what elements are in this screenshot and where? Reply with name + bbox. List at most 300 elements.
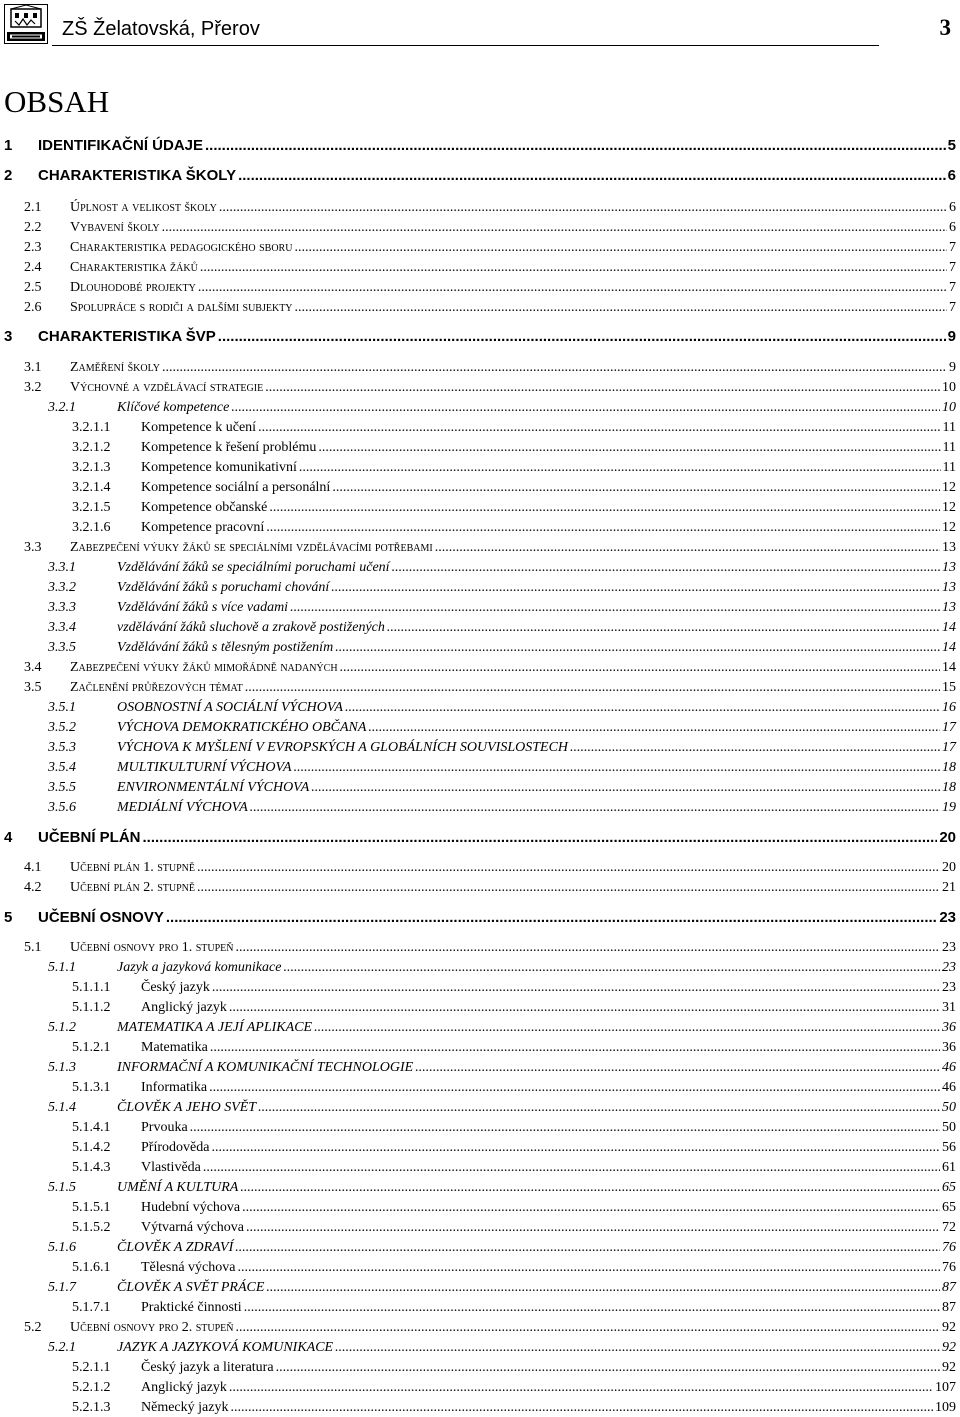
toc-dot-leader (198, 279, 947, 297)
toc-entry-page: 10 (942, 400, 956, 415)
toc-entry[interactable] (72, 1379, 956, 1397)
toc-dot-leader (311, 779, 940, 797)
toc-entry-number: 5.2.1.1 (72, 1360, 111, 1375)
toc-entry-title: Kompetence sociální a personální (141, 480, 331, 495)
toc-entry-page: 14 (942, 620, 956, 635)
toc-entry-page: 36 (942, 1040, 956, 1055)
school-logo-icon (4, 4, 48, 44)
toc-entry-page: 46 (942, 1080, 956, 1095)
toc-entry-page: 76 (942, 1260, 956, 1275)
toc-entry[interactable] (48, 1279, 956, 1297)
toc-entry-page: 5 (947, 137, 956, 154)
toc-entry-title: Charakteristika žáků (70, 260, 198, 275)
toc-entry-title: Vzdělávání žáků s poruchami chování (117, 580, 330, 595)
toc-entry-title: CHARAKTERISTIKA ŠKOLY (38, 167, 237, 184)
toc-entry-title: Český jazyk (141, 980, 210, 995)
toc-entry-number: 3.5 (24, 680, 42, 695)
toc-dot-leader (242, 1199, 940, 1217)
toc-dot-leader (205, 137, 946, 155)
toc-entry[interactable] (24, 219, 956, 237)
toc-entry-title: Klíčové kompetence (117, 400, 230, 415)
toc-dot-leader (229, 1379, 933, 1397)
toc-entry[interactable] (24, 299, 956, 317)
toc-dot-leader (345, 699, 940, 717)
toc-entry-number: 3.5.5 (48, 780, 76, 795)
toc-dot-leader (212, 979, 940, 997)
toc-entry-title: Spolupráce s rodiči a dalšími subjekty (70, 300, 293, 315)
toc-dot-leader (314, 1019, 940, 1037)
toc-entry[interactable] (48, 579, 956, 597)
toc-entry-number: 5.1.5.1 (72, 1200, 111, 1215)
toc-entry-number: 5.1.5 (48, 1180, 76, 1195)
toc-entry[interactable] (4, 328, 956, 346)
toc-entry-title: Učební osnovy pro 1. stupeň (70, 940, 234, 955)
toc-entry-number: 4.1 (24, 860, 42, 875)
toc-entry-title: Prvouka (141, 1120, 188, 1135)
toc-entry-page: 50 (942, 1120, 956, 1135)
toc-entry-number: 3.3.2 (48, 580, 76, 595)
toc-entry[interactable] (72, 1079, 956, 1097)
toc-dot-leader (162, 359, 947, 377)
page-number: 3 (939, 15, 951, 40)
toc-entry-title: Jazyk a jazyková komunikace (117, 960, 282, 975)
toc-entry-number: 3.3.4 (48, 620, 76, 635)
toc-entry[interactable] (48, 759, 956, 777)
toc-entry-page: 20 (942, 860, 956, 875)
toc-entry[interactable] (24, 379, 956, 397)
toc-entry-number: 5.1.6.1 (72, 1260, 111, 1275)
toc-entry[interactable] (24, 239, 956, 257)
toc-dot-leader (244, 1299, 940, 1317)
toc-entry-page: 23 (942, 980, 956, 995)
toc-dot-leader (269, 499, 940, 517)
toc-entry[interactable] (48, 699, 956, 717)
toc-entry-page: 11 (942, 460, 956, 475)
toc-entry[interactable] (72, 439, 956, 457)
toc-dot-leader (162, 219, 947, 237)
toc-entry-number: 2.4 (24, 260, 42, 275)
toc-entry[interactable] (48, 799, 956, 817)
toc-entry[interactable] (4, 137, 956, 155)
toc-entry[interactable] (24, 359, 956, 377)
toc-entry[interactable] (24, 539, 956, 557)
toc-entry-title: Učební osnovy pro 2. stupeň (70, 1320, 234, 1335)
toc-entry-number: 5.2.1 (48, 1340, 76, 1355)
toc-entry[interactable] (72, 1399, 956, 1417)
toc-entry-title: ENVIRONMENTÁLNÍ VÝCHOVA (117, 780, 310, 795)
toc-entry-page: 16 (942, 700, 956, 715)
toc-entry-number: 3.3.5 (48, 640, 76, 655)
toc-entry-title: Charakteristika pedagogického sboru (70, 240, 293, 255)
toc-entry[interactable] (24, 859, 956, 877)
toc-entry-page: 92 (942, 1340, 956, 1355)
toc-dot-leader (211, 1139, 940, 1157)
toc-entry-number: 3.2.1.3 (72, 460, 111, 475)
toc-entry-page: 56 (942, 1140, 956, 1155)
toc-entry[interactable] (24, 879, 956, 897)
toc-dot-leader (236, 939, 940, 957)
toc-entry-page: 65 (942, 1180, 956, 1195)
toc-entry-title: ČLOVĚK A JEHO SVĚT (117, 1100, 257, 1115)
page-title: OBSAH (4, 84, 110, 119)
toc-dot-leader (237, 1259, 940, 1277)
toc-entry-title: Anglický jazyk (141, 1380, 227, 1395)
toc-entry-page: 92 (942, 1320, 956, 1335)
toc-entry-page: 11 (942, 420, 956, 435)
toc-entry-page: 61 (942, 1160, 956, 1175)
toc-entry[interactable] (48, 399, 956, 417)
toc-entry-title: Vlastivěda (141, 1160, 201, 1175)
toc-dot-leader (266, 519, 940, 537)
toc-entry[interactable] (4, 167, 956, 185)
toc-entry-number: 3.1 (24, 360, 42, 375)
toc-entry[interactable] (24, 1319, 956, 1337)
toc-dot-leader (209, 1079, 940, 1097)
toc-entry-page: 12 (942, 520, 956, 535)
toc-entry[interactable] (24, 259, 956, 277)
toc-entry-title: ČLOVĚK A SVĚT PRÁCE (117, 1280, 265, 1295)
toc-entry-title: MATEMATIKA A JEJÍ APLIKACE (117, 1020, 313, 1035)
toc-dot-leader (299, 459, 941, 477)
toc-entry[interactable] (72, 979, 956, 997)
toc-entry-number: 3.5.4 (48, 760, 76, 775)
toc-entry-title: Učební plán 1. stupně (70, 860, 196, 875)
toc-entry-number: 3.5.2 (48, 720, 76, 735)
toc-entry[interactable] (48, 1339, 956, 1357)
toc-entry-title: ČLOVĚK A ZDRAVÍ (117, 1240, 234, 1255)
toc-entry-title: Kompetence pracovní (141, 520, 265, 535)
toc-entry-title: Praktické činnosti (141, 1300, 242, 1315)
toc-entry-page: 21 (942, 880, 956, 895)
toc-entry[interactable] (48, 959, 956, 977)
toc-dot-leader (387, 619, 940, 637)
toc-entry-number: 5.1.2 (48, 1020, 76, 1035)
toc-entry-title: Kompetence občanské (141, 500, 268, 515)
toc-entry[interactable] (72, 1199, 956, 1217)
toc-entry-title: Vzdělávání žáků s více vadami (117, 600, 289, 615)
toc-dot-leader (340, 659, 940, 677)
toc-entry[interactable] (72, 499, 956, 517)
toc-entry-page: 92 (942, 1360, 956, 1375)
toc-dot-leader (218, 328, 946, 346)
toc-entry-page: 13 (942, 560, 956, 575)
toc-entry-number: 3.2.1.6 (72, 520, 111, 535)
toc-entry[interactable] (48, 719, 956, 737)
toc-entry[interactable] (48, 739, 956, 757)
toc-entry-number: 3.5.3 (48, 740, 76, 755)
toc-entry-page: 15 (942, 680, 956, 695)
toc-entry-title: VÝCHOVA K MYŠLENÍ V EVROPSKÝCH A GLOBÁLNÍCH SOUVISLOSTECH (117, 740, 569, 755)
toc-entry-page: 11 (942, 440, 956, 455)
toc-dot-leader (435, 539, 940, 557)
toc-entry[interactable] (24, 279, 956, 297)
toc-entry[interactable] (72, 1159, 956, 1177)
toc-entry-number: 2 (4, 167, 13, 184)
header-divider (52, 45, 879, 46)
toc-entry-title: UČEBNÍ PLÁN (38, 829, 141, 846)
toc-dot-leader (219, 199, 947, 217)
toc-dot-leader (203, 1159, 940, 1177)
toc-dot-leader (236, 1319, 940, 1337)
toc-dot-leader (197, 859, 940, 877)
toc-entry-title: Hudební výchova (141, 1200, 241, 1215)
toc-entry-number: 5.1.4.3 (72, 1160, 111, 1175)
toc-entry-page: 18 (942, 780, 956, 795)
toc-entry-page: 7 (949, 260, 956, 275)
toc-entry-number: 5.1.2.1 (72, 1040, 111, 1055)
toc-entry-title: UČEBNÍ OSNOVY (38, 909, 164, 926)
toc-entry-number: 1 (4, 137, 13, 154)
toc-entry-number: 4.2 (24, 880, 42, 895)
toc-dot-leader (238, 167, 946, 185)
toc-entry-number: 5.1.7 (48, 1280, 76, 1295)
toc-entry-number: 4 (4, 829, 13, 846)
toc-dot-leader (250, 799, 940, 817)
toc-entry-page: 6 (949, 200, 956, 215)
toc-entry-page: 6 (949, 220, 956, 235)
toc-entry-page: 23 (942, 940, 956, 955)
toc-dot-leader (246, 1219, 940, 1237)
toc-entry-page: 14 (942, 660, 956, 675)
toc-dot-leader (210, 1039, 940, 1057)
toc-dot-leader (266, 1279, 940, 1297)
toc-entry-number: 2.2 (24, 220, 42, 235)
toc-entry[interactable] (48, 779, 956, 797)
toc-dot-leader (258, 419, 940, 437)
toc-entry[interactable] (48, 619, 956, 637)
toc-entry-page: 14 (942, 640, 956, 655)
toc-entry[interactable] (4, 829, 956, 847)
toc-entry-page: 65 (942, 1200, 956, 1215)
toc-dot-leader (290, 599, 940, 617)
toc-entry-title: Přírodověda (141, 1140, 210, 1155)
toc-entry[interactable] (72, 419, 956, 437)
toc-entry[interactable] (72, 1139, 956, 1157)
toc-entry-title: Vzdělávání žáků s tělesným postižením (117, 640, 334, 655)
toc-dot-leader (200, 259, 947, 277)
toc-entry-number: 5.2.1.3 (72, 1400, 111, 1415)
toc-entry-number: 5.1.4 (48, 1100, 76, 1115)
toc-entry-title: INFORMAČNÍ A KOMUNIKAČNÍ TECHNOLOGIE (117, 1060, 414, 1075)
toc-entry-title: Dlouhodobé projekty (70, 280, 196, 295)
toc-entry-title: Zaměření školy (70, 360, 160, 375)
toc-entry-number: 3.2 (24, 380, 42, 395)
page-header (4, 4, 959, 46)
toc-entry-page: 9 (947, 328, 956, 345)
toc-dot-leader (230, 1399, 933, 1417)
toc-entry[interactable] (48, 599, 956, 617)
toc-entry-number: 3.2.1.4 (72, 480, 111, 495)
toc-entry-page: 31 (942, 1000, 956, 1015)
toc-dot-leader (368, 719, 940, 737)
toc-entry-number: 3.3.3 (48, 600, 76, 615)
toc-entry-page: 18 (942, 760, 956, 775)
toc-dot-leader (283, 959, 940, 977)
toc-dot-leader (415, 1059, 940, 1077)
toc-entry-number: 3.2.1.1 (72, 420, 111, 435)
toc-entry[interactable] (72, 519, 956, 537)
toc-dot-leader (294, 239, 947, 257)
toc-entry-page: 13 (942, 600, 956, 615)
toc-entry-page: 20 (939, 829, 956, 846)
toc-entry-title: Tělesná výchova (141, 1260, 236, 1275)
toc-entry-title: Úplnost a velikost školy (70, 200, 217, 215)
toc-entry-number: 3.3 (24, 540, 42, 555)
toc-entry-number: 2.6 (24, 300, 42, 315)
toc-entry-number: 2.1 (24, 200, 42, 215)
toc-entry-title: CHARAKTERISTIKA ŠVP (38, 328, 216, 345)
toc-dot-leader (265, 379, 940, 397)
toc-entry-page: 109 (935, 1400, 956, 1415)
toc-entry[interactable] (72, 1219, 956, 1237)
toc-dot-leader (276, 1359, 940, 1377)
toc-entry-number: 5.1.3.1 (72, 1080, 111, 1095)
toc-entry-page: 76 (942, 1240, 956, 1255)
toc-entry-page: 19 (942, 800, 956, 815)
toc-entry-title: Český jazyk a literatura (141, 1360, 274, 1375)
toc-entry-title: Výchovné a vzdělávací strategie (70, 380, 264, 395)
toc-entry-number: 5.1 (24, 940, 42, 955)
toc-entry-title: VÝCHOVA DEMOKRATICKÉHO OBČANA (117, 720, 367, 735)
toc-entry-page: 23 (942, 960, 956, 975)
toc-entry-title: Zabezpečení výuky žáků se speciálními vzdělávacími potřebami (70, 540, 433, 555)
toc-entry[interactable] (24, 199, 956, 217)
toc-entry-number: 5.1.1 (48, 960, 76, 975)
toc-entry-title: MULTIKULTURNÍ VÝCHOVA (117, 760, 292, 775)
toc-dot-leader (392, 559, 940, 577)
toc-entry-page: 7 (949, 280, 956, 295)
toc-entry[interactable] (72, 1039, 956, 1057)
toc-dot-leader (258, 1099, 940, 1117)
toc-entry-page: 50 (942, 1100, 956, 1115)
toc-entry-number: 3 (4, 328, 13, 345)
toc-entry[interactable] (72, 1359, 956, 1377)
toc-entry-page: 23 (939, 909, 956, 926)
toc-entry-title: Kompetence k učení (141, 420, 257, 435)
toc-entry-page: 72 (942, 1220, 956, 1235)
toc-entry[interactable] (48, 1099, 956, 1117)
toc-entry[interactable] (24, 659, 956, 677)
toc-entry[interactable] (48, 1179, 956, 1197)
toc-entry[interactable] (48, 559, 956, 577)
toc-entry-number: 3.5.6 (48, 800, 76, 815)
toc-entry[interactable] (48, 1059, 956, 1077)
toc-dot-leader (335, 639, 940, 657)
toc-entry[interactable] (4, 909, 956, 927)
toc-entry-number: 3.2.1.2 (72, 440, 111, 455)
toc-entry-number: 5.1.1.1 (72, 980, 111, 995)
toc-entry[interactable] (72, 479, 956, 497)
toc-entry-number: 5.1.1.2 (72, 1000, 111, 1015)
toc-entry-title: Vzdělávání žáků se speciálními poruchami učení (117, 560, 390, 575)
toc-entry-title: IDENTIFIKAČNÍ ÚDAJE (38, 137, 204, 154)
toc-entry[interactable] (24, 679, 956, 697)
toc-dot-leader (570, 739, 940, 757)
toc-entry[interactable] (48, 1239, 956, 1257)
toc-dot-leader (235, 1239, 940, 1257)
toc-entry[interactable] (72, 1259, 956, 1277)
toc-entry-title: Anglický jazyk (141, 1000, 227, 1015)
toc-entry-number: 5.1.4.2 (72, 1140, 111, 1155)
toc-entry-number: 5.1.4.1 (72, 1120, 111, 1135)
toc-entry-title: OSOBNOSTNÍ A SOCIÁLNÍ VÝCHOVA (117, 700, 343, 715)
school-name: ZŠ Želatovská, Přerov (62, 18, 260, 40)
toc-entry-page: 87 (942, 1300, 956, 1315)
toc-entry-page: 17 (942, 740, 956, 755)
toc-entry-page: 13 (942, 580, 956, 595)
toc-entry-number: 3.3.1 (48, 560, 76, 575)
toc-dot-leader (335, 1339, 940, 1357)
toc-entry-page: 107 (935, 1380, 956, 1395)
toc-dot-leader (231, 399, 940, 417)
toc-entry[interactable] (48, 639, 956, 657)
toc-entry-page: 17 (942, 720, 956, 735)
toc-entry-number: 3.5.1 (48, 700, 76, 715)
toc-entry-number: 5.1.3 (48, 1060, 76, 1075)
toc-entry-title: vzdělávání žáků sluchově a zrakově postižených (117, 620, 385, 635)
toc-entry-number: 3.2.1 (48, 400, 76, 415)
toc-entry-title: Informatika (141, 1080, 208, 1095)
toc-entry-number: 2.3 (24, 240, 42, 255)
school-logo-graphic (5, 5, 47, 43)
toc-entry-number: 5.1.5.2 (72, 1220, 111, 1235)
toc-dot-leader (332, 479, 940, 497)
toc-entry-title: Výtvarná výchova (141, 1220, 245, 1235)
toc-entry-title: Vybavení školy (70, 220, 160, 235)
toc-entry[interactable] (72, 459, 956, 477)
toc-entry-title: MEDIÁLNÍ VÝCHOVA (117, 800, 248, 815)
toc-entry-number: 5 (4, 909, 13, 926)
toc-dot-leader (331, 579, 940, 597)
toc-entry-page: 12 (942, 480, 956, 495)
toc-entry[interactable] (72, 1299, 956, 1317)
toc-entry[interactable] (72, 1119, 956, 1137)
toc-entry[interactable] (48, 1019, 956, 1037)
toc-entry-number: 5.1.6 (48, 1240, 76, 1255)
toc-entry-page: 7 (949, 240, 956, 255)
toc-dot-leader (166, 909, 937, 927)
toc-entry-page: 12 (942, 500, 956, 515)
toc-entry-page: 13 (942, 540, 956, 555)
toc-entry-page: 6 (947, 167, 956, 184)
toc-entry[interactable] (72, 999, 956, 1017)
toc-entry-page: 87 (942, 1280, 956, 1295)
toc-entry-number: 5.1.7.1 (72, 1300, 111, 1315)
toc-dot-leader (240, 1179, 940, 1197)
toc-entry-page: 7 (949, 300, 956, 315)
toc-entry-title: JAZYK A JAZYKOVÁ KOMUNIKACE (117, 1340, 334, 1355)
toc-entry-title: Začlenění průřezových témat (70, 680, 243, 695)
toc-dot-leader (143, 829, 938, 847)
toc-entry-page: 36 (942, 1020, 956, 1035)
toc-entry-number: 3.4 (24, 660, 42, 675)
toc-entry-title: Učební plán 2. stupně (70, 880, 196, 895)
toc-entry-page: 46 (942, 1060, 956, 1075)
toc-dot-leader (229, 999, 940, 1017)
toc-dot-leader (197, 879, 940, 897)
toc-entry-title: Kompetence k řešení problému (141, 440, 317, 455)
toc-entry-page: 10 (942, 380, 956, 395)
toc-dot-leader (245, 679, 940, 697)
toc-entry-page: 9 (949, 360, 956, 375)
toc-dot-leader (294, 759, 940, 777)
toc-entry-number: 2.5 (24, 280, 42, 295)
toc-entry-title: Matematika (141, 1040, 208, 1055)
toc-entry-number: 3.2.1.5 (72, 500, 111, 515)
toc-entry-title: Německý jazyk (141, 1400, 229, 1415)
toc-entry[interactable] (24, 939, 956, 957)
toc-dot-leader (190, 1119, 940, 1137)
